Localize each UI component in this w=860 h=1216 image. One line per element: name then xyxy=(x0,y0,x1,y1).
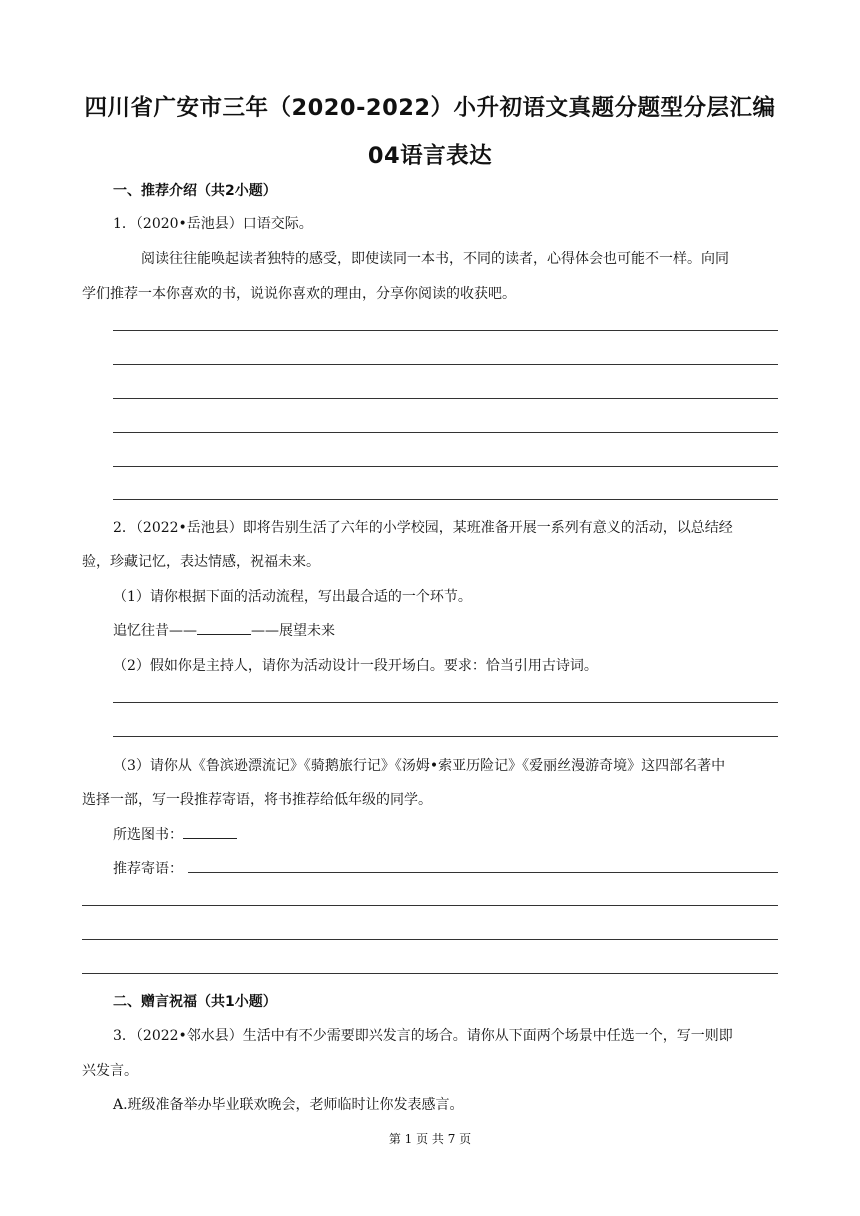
activity-flow xyxy=(113,620,335,640)
answer-line[interactable] xyxy=(188,872,778,873)
answer-line[interactable] xyxy=(113,432,778,433)
question-2-sub-1: （1）请你根据下面的活动流程，写出最合适的一个环节。 xyxy=(113,589,472,605)
section-heading-2: 二、赠言祝福（共1小题） xyxy=(113,994,277,1010)
answer-line[interactable] xyxy=(113,398,778,399)
recommend-message-label: 推荐寄语： xyxy=(113,861,183,877)
answer-line[interactable] xyxy=(113,736,778,737)
question-3-head-line-2: 兴发言。 xyxy=(82,1063,138,1079)
answer-line[interactable] xyxy=(113,466,778,467)
book-choice-blank[interactable] xyxy=(183,824,237,839)
flow-blank[interactable] xyxy=(197,620,251,635)
book-choice-row xyxy=(113,824,237,844)
answer-line[interactable] xyxy=(82,905,778,906)
question-2-sub-3-line-2: 选择一部，写一段推荐寄语，将书推荐给低年级的同学。 xyxy=(82,792,432,808)
answer-line[interactable] xyxy=(113,330,778,331)
document-title: 四川省广安市三年（2020-2022）小升初语文真题分题型分层汇编 xyxy=(84,95,776,121)
book-choice-label: 所选图书： xyxy=(113,827,183,843)
answer-line[interactable] xyxy=(82,973,778,974)
flow-start: 追忆往昔—— xyxy=(113,623,197,639)
question-2-head-line-1: 2．（2022•岳池县）即将告别生活了六年的小学校园，某班准备开展一系列有意义的活动，以总结经 xyxy=(113,520,733,536)
question-3-head-line-1: 3．（2022•邻水县）生活中有不少需要即兴发言的场合。请你从下面两个场景中任选一个，写一则即 xyxy=(113,1028,733,1044)
question-2-sub-3-line-1: （3）请你从《鲁滨逊漂流记》《骑鹅旅行记》《汤姆•索亚历险记》《爱丽丝漫游奇境》这四部名著中 xyxy=(113,758,726,774)
document-subtitle: 04语言表达 xyxy=(367,143,493,169)
question-3-option-a: A.班级准备举办毕业联欢晚会，老师临时让你发表感言。 xyxy=(113,1097,464,1113)
question-1-head: 1．（2020•岳池县）口语交际。 xyxy=(113,216,313,232)
page-number: 第 1 页 共 7 页 xyxy=(388,1132,472,1146)
question-2-head-line-2: 验，珍藏记忆，表达情感，祝福未来。 xyxy=(82,554,320,570)
flow-end: ——展望未来 xyxy=(251,623,335,639)
question-1-body-line-1: 阅读往往能唤起读者独特的感受，即使读同一本书，不同的读者，心得体会也可能不一样。向同 xyxy=(141,251,729,267)
answer-line[interactable] xyxy=(82,939,778,940)
answer-line[interactable] xyxy=(113,702,778,703)
answer-line[interactable] xyxy=(113,499,778,500)
answer-line[interactable] xyxy=(113,364,778,365)
section-heading-1: 一、推荐介绍（共2小题） xyxy=(113,183,277,199)
question-1-body-line-2: 学们推荐一本你喜欢的书，说说你喜欢的理由，分享你阅读的收获吧。 xyxy=(82,286,516,302)
question-2-sub-2: （2）假如你是主持人，请你为活动设计一段开场白。要求：恰当引用古诗词。 xyxy=(113,658,598,674)
